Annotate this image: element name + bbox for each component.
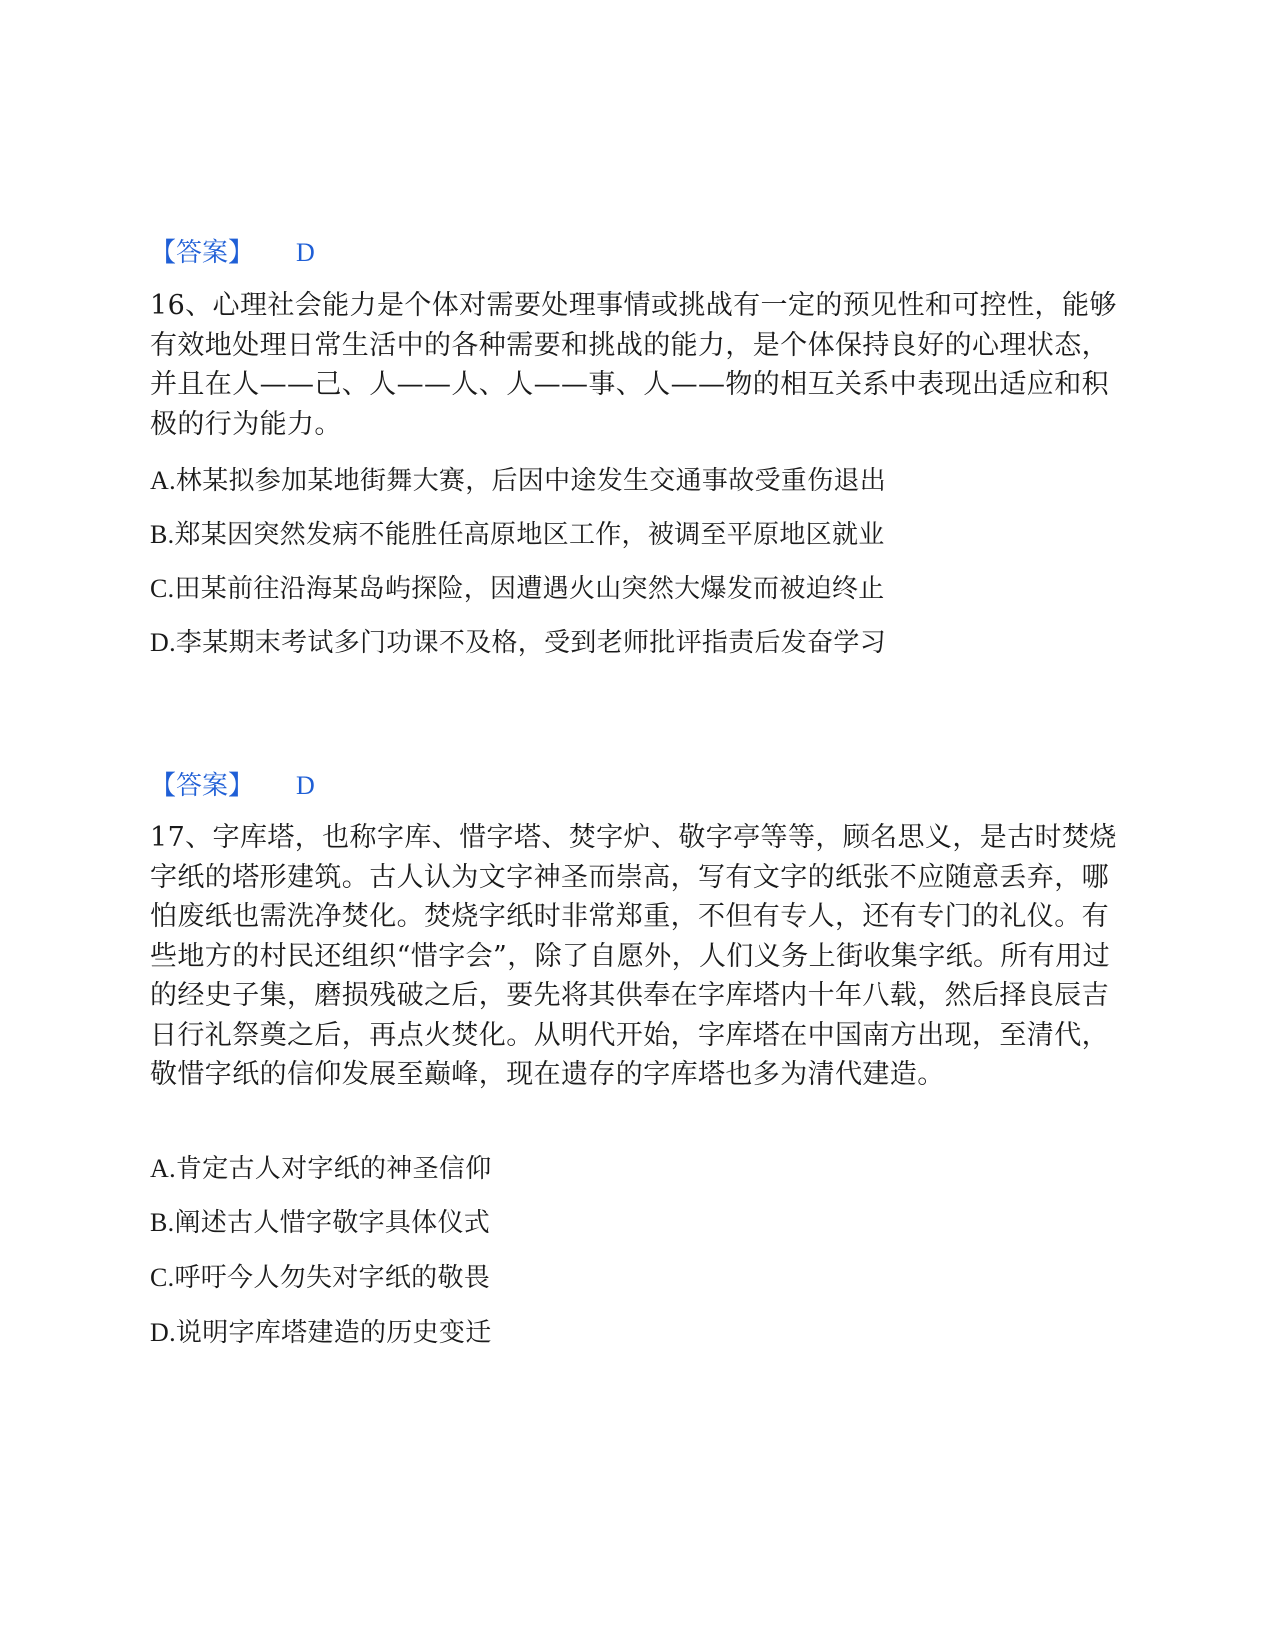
option-text: 呼吁今人勿失对字纸的敬畏 [174,1263,491,1293]
option-d [150,1312,492,1349]
option-b [150,514,885,551]
answer-label: 【答案】 [150,238,255,268]
option-text: 阐述古人惜字敬字具体仪式 [174,1208,491,1238]
option-d [150,622,886,659]
option-c [150,1257,490,1294]
question-17-text: 17、字库塔，也称字库、惜字塔、焚字炉、敬字亭等等，顾名思义，是古时焚烧字纸的塔形建筑。古人认为文字神圣而崇高，写有文字的纸张不应随意丢弃，哪怕废纸也需洗净焚化。焚烧字纸时非常郑重，不但有专人，还有专门的礼仪。有些地方的村民还组织“惜字会”，除了自愿外，人们义务上街收集字纸。所有用过的经史子集，磨损残破之后，要先将其供奉在字库塔内十年八载，然后择良辰吉日行礼祭奠之后，再点火焚化。从明代开始，字库塔在中国南方出现，至清代，敬惜字纸的信仰发展至巅峰，现在遗存的字库塔也多为清代建造。 [150,822,1117,1090]
option-key: A. [150,466,176,495]
option-text: 李某期末考试多门功课不及格，受到老师批评指责后发奋学习 [175,628,886,658]
option-a [150,460,886,497]
answer-value: D [296,238,315,267]
option-text: 说明字库塔建造的历史变迁 [175,1318,492,1348]
option-key: C. [150,1263,175,1292]
option-key: C. [150,574,175,603]
option-b [150,1202,490,1239]
option-a [150,1148,492,1185]
option-text: 田某前往沿海某岛屿探险，因遭遇火山突然大爆发而被迫终止 [174,574,885,604]
answer-value: D [296,771,315,800]
option-key: D. [150,628,176,657]
option-text: 肯定古人对字纸的神圣信仰 [175,1154,492,1184]
option-key: D. [150,1318,176,1347]
option-key: B. [150,520,175,549]
option-key: B. [150,1208,175,1237]
question-16-text: 16、心理社会能力是个体对需要处理事情或挑战有一定的预见性和可控性，能够有效地处理日常生活中的各种需要和挑战的能力，是个体保持良好的心理状态，并且在人——己、人——人、人——事、人——物的相互关系中表现出适应和积极的行为能力。 [150,290,1117,440]
answer-line [150,232,315,269]
answer-line [150,765,315,802]
answer-label: 【答案】 [150,771,255,801]
option-text: 郑某因突然发病不能胜任高原地区工作，被调至平原地区就业 [174,520,885,550]
option-text: 林某拟参加某地街舞大赛，后因中途发生交通事故受重伤退出 [175,466,886,496]
option-key: A. [150,1154,176,1183]
option-c [150,568,885,605]
